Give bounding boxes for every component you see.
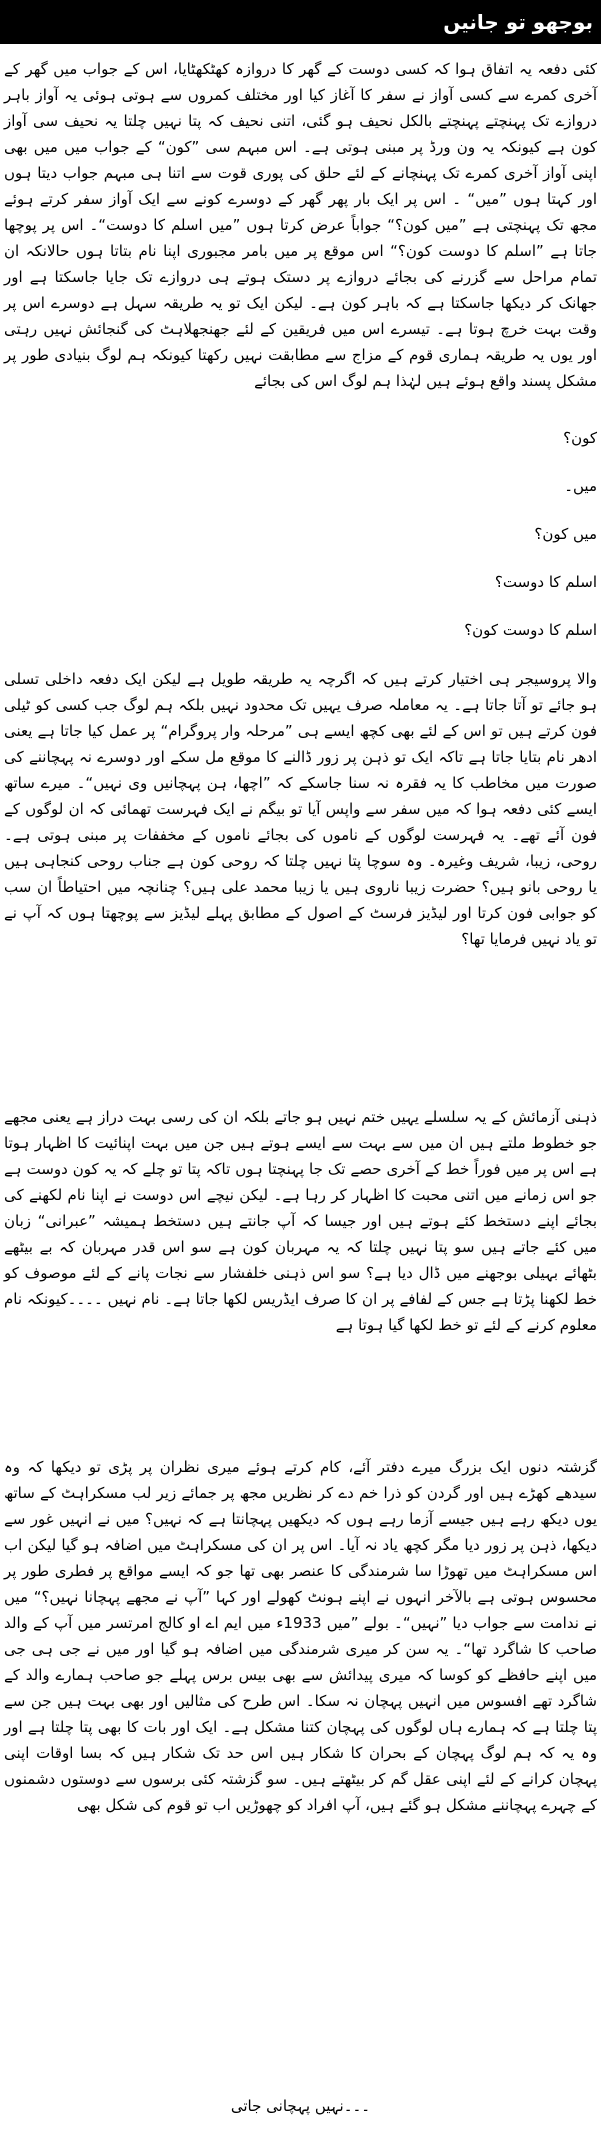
dialogue-line: کون؟ <box>563 429 597 447</box>
dialogue-line: اسلم کا دوست کون؟ <box>464 621 597 639</box>
paragraph-2: والا پروسیجر ہی اختیار کرتے ہیں کہ اگرچہ یہ طریقہ طویل ہے لیکن ایک دفعہ داخلی تسلی ہو جائے تو آتا جاتا ہے۔ یہ معاملہ صرف یہیں تک محدود نہیں بلکہ ہم لوگ جب کسی کو ٹیلی فون کرتے ہیں تو اس کے لئے بھی کچھ ایسے ہی ”مرحلہ وار پروگرام“ پر عمل کیا جاتا ہے یعنی ادھر نام بتایا جاتا ہے تاکہ ایک تو ذہن پر زور ڈالنے کا موقع مل سکے اور دوسرے نہ پہچاننے کی صورت میں مخاطب کا یہ فقرہ نہ سنا جاسکے کہ ”اچھا، ہن پہچانیں وی نہیں“۔ میرے ساتھ ایسے کئی دفعہ ہوا کہ میں سفر سے واپس آیا تو بیگم نے ایک فہرست تھمائی کہ ان لوگوں کے فون آئے تھے۔ یہ فہرست لوگوں کے ناموں کی بجائے ناموں کے مخففات پر مبنی ہوتی ہے۔ روحی، زیبا، شریف وغیرہ۔ وہ سوچا پتا نہیں چلتا کہ روحی کون ہے جناب روحی کنجاہی ہیں یا روحی بانو ہیں؟ حضرت زیبا ناروی ہیں یا زیبا محمد علی ہیں؟ چنانچہ میں احتیاطاً ان سب کو جوابی فون کرتا اور لیڈیز فرسٹ کے اصول کے مطابق پہلے لیڈیز سے پوچھتا ہوں کہ آپ نے تو یاد نہیں فرمایا تھا؟ <box>4 670 597 948</box>
dialogue-line: میں۔ <box>564 477 597 495</box>
dialogue-line: اسلم کا دوست؟ <box>494 573 597 591</box>
paragraph-4: گزشتہ دنوں ایک بزرگ میرے دفتر آئے، کام کرتے ہوئے میری نظران پر پڑی تو دیکھا کہ وہ سیدھے کھڑے ہیں اور گردن کو ذرا خم دے کر نظریں مجھ پر جمائے زیر لب مسکراہٹ کے ساتھ یوں دیکھ رہے ہیں جیسے آزما رہے ہوں کہ دیکھیں پہچانتا ہے کہ نہیں؟ میں نے انہیں غور سے دیکھا، ذہن پر زور دیا مگر کچھ یاد نہ آیا۔ اس پر ان کی مسکراہٹ میں اضافہ ہو گیا لیکن اب اس مسکراہٹ میں تھوڑا سا شرمندگی کا عنصر بھی تھا جو کہ ایسے مواقع پر فطری طور پر محسوس ہوتی ہے بالآخر انہوں نے اپنے ہونٹ کھولے اور کہا ”آپ نے مجھے پہچانا نہیں؟“ میں نے ندامت سے جواب دیا ”نہیں“۔ بولے ”میں 1933ء میں ایم اے او کالج امرتسر میں آپ کے والد صاحب کا شاگرد تھا“۔ یہ سن کر میری شرمندگی میں اضافہ ہو گیا اور میں نے جی ہی جی میں اپنے حافظے کو کوسا کہ میری پیدائش سے بھی بیس برس پہلے جو صاحب ہمارے والد کے شاگرد تھے افسوس میں انہیں پہچان نہ سکا۔ اس طرح کی مثالیں اور بھی بہت ہیں جن سے پتا چلتا ہے کہ ہمارے ہاں لوگوں کی پہچان کتنا مشکل ہے۔ ایک اور بات کا بھی پتا چلتا ہے اور وہ یہ کہ ہم لوگ پہچان کے بحران کا شکار ہیں اس حد تک شکار ہیں کہ بسا اوقات اپنی پہچان کرانے کے لئے اپنی عقل گم کر بیٹھتے ہیں۔ سو گزشتہ کئی برسوں سے دوستوں دشمنوں کے چہرے پہچاننے مشکل ہو گئے ہیں، آپ افراد کو چھوڑیں اب تو قوم کی شکل بھی <box>4 1458 597 1814</box>
spacer <box>4 1094 597 1104</box>
closing-line: ۔۔۔نہیں پہچانی جاتی <box>230 2097 371 2115</box>
paragraph-3: ذہنی آزمائش کے یہ سلسلے یہیں ختم نہیں ہو جاتے بلکہ ان کی رسی بہت دراز ہے یعنی مجھے جو خطوط ملتے ہیں ان میں سے بہت سے ایسے ہوتے ہیں جن میں بہت اپنائیت کا اظہار ہوتا ہے اس پر میں فوراً خط کے آخری حصے تک جا پہنچتا ہوں تاکہ پتا تو چلے کہ یہ کون دوست ہے جو اس زمانے میں اتنی محبت کا اظہار کر رہا ہے۔ لیکن نیچے اس دوست نے اپنا نام لکھنے کی بجائے اپنے دستخط کئے ہوتے ہیں اور جیسا کہ آپ جانتے ہیں دستخط ہمیشہ ”عبرانی“ زبان میں کئے جاتے ہیں سو پتا نہیں چلتا کہ یہ مہربان کون ہے سو اس قدر مہربان کہ بے بیٹھے بٹھائے بہیلی بوجھنے میں ڈال دیا ہے؟ سو اس ذہنی خلفشار سے نجات پانے کے لئے موصوف کو خط لکھنا پڑتا ہے جس کے لفافے پر ان کا صرف ایڈریس لکھا جاتا ہے۔ نام نہیں ۔۔۔۔کیونکہ نام معلوم کرنے کے لئے تو خط لکھا گیا ہوتا ہے <box>4 1108 597 1334</box>
article-title: بوجھو تو جانیں <box>443 10 593 34</box>
article-body <box>4 56 597 2118</box>
title-bar <box>0 0 601 44</box>
dialogue-line: میں کون؟ <box>534 525 597 543</box>
spacer <box>4 1444 597 1454</box>
paragraph-1: کئی دفعہ یہ اتفاق ہوا کہ کسی دوست کے گھر کا دروازہ کھٹکھٹایا، اس کے جواب میں گھر کے آخری کمرے سے کسی آواز نے سفر کا آغاز کیا اور مختلف کمروں سے ہوتی ہوئی یہ آواز باہر دروازے تک پہنچتے پہنچتے بالکل نحیف ہو گئی، اتنی نحیف کہ پتا نہیں چلتا یہ نحیف سی آواز کون ہے کیونکہ یہ ون ورڈ پر مبنی ہوتی ہے۔ اس مبہم سی ”کون“ کے جواب میں میں بھی اپنی آواز آخری کمرے تک پہنچانے کے لئے حلق کی پوری قوت سے اتنا ہی مبہم جواب دیتا ہوں اور کہتا ہوں ”میں“ ۔ اس پر ایک بار پھر گھر کے دوسرے کونے سے ایک آواز سفر کرتے ہوئے مجھ تک پہنچتی ہے ”میں کون؟“ جواباً عرض کرتا ہوں ”میں اسلم کا دوست“۔ اس پر پوچھا جاتا ہے ”اسلم کا دوست کون؟“ اس موقع پر میں بامر مجبوری اپنا نام بتاتا ہوں حالانکہ ان تمام مراحل سے گزرنے کی بجائے دروازے پر دستک ہوتے ہی دروازے تک جایا جاسکتا ہے اور جھانک کر دیکھا جاسکتا ہے کہ باہر کون ہے۔ لیکن ایک تو یہ طریقہ سہل ہے دوسرے اس پر وقت بہت خرچ ہوتا ہے۔ تیسرے اس میں فریقین کے لئے جھنجھلاہٹ کی گنجائش نہیں رہتی اور یوں یہ طریقہ ہماری قوم کے مزاج سے مطابقت نہیں رکھتا کیونکہ ہم لوگ بنیادی طور پر مشکل پسند واقع ہوئے ہیں لہٰذا ہم لوگ اس کی بجائے <box>4 60 597 390</box>
